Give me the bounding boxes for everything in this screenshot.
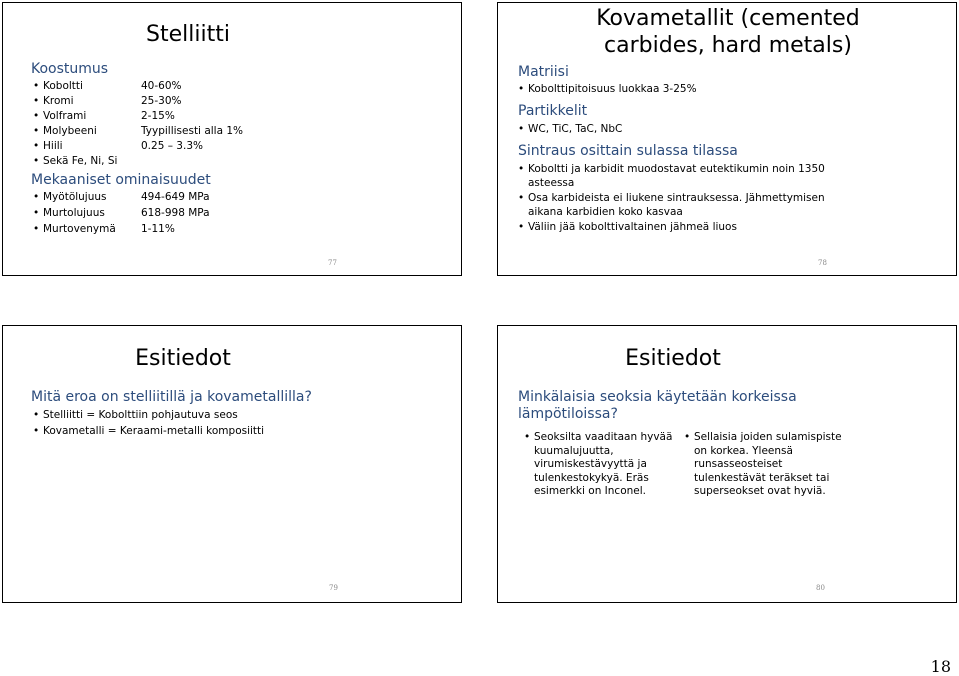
list-item: • Osa karbideista ei liukene sintrauksessa. Jähmettymisen aikana karbidien koko kasvaa <box>518 192 825 218</box>
list-item: • Kromi 25-30% <box>33 95 182 107</box>
list-item: • WC, TiC, TaC, NbC <box>518 123 623 135</box>
list-item: • Murtovenymä 1-11% <box>33 223 175 235</box>
slide-title: Kovametallit (cemented carbides, hard metals) <box>596 6 860 58</box>
list-item: • Myötölujuus 494-649 MPa <box>33 191 210 203</box>
question-heading: Minkälaisia seoksia käytetään korkeissa lämpötiloissa? <box>518 389 797 422</box>
list-item: • Koboltti ja karbidit muodostavat eutektikumin noin 1350 asteessa <box>518 163 825 189</box>
slide-title: Stelliitti <box>146 22 230 47</box>
slide-number: 80 <box>816 584 825 592</box>
slide-esitiedot-1 <box>2 325 462 603</box>
section-heading-composition: Koostumus <box>31 61 109 77</box>
slide-esitiedot-2 <box>497 325 957 603</box>
section-heading-properties: Mekaaniset ominaisuudet <box>31 172 211 188</box>
section-heading-sintering: Sintraus osittain sulassa tilassa <box>518 143 738 159</box>
list-item: • Stelliitti = Kobolttiin pohjautuva seos <box>33 409 238 421</box>
slide-number: 78 <box>818 259 827 267</box>
question-heading: Mitä eroa on stelliitillä ja kovametallilla? <box>31 389 312 405</box>
list-item: • Väliin jää kobolttivaltainen jähmeä liuos <box>518 221 737 233</box>
list-item: • Volframi 2-15% <box>33 110 175 122</box>
slide-stelliitti <box>2 2 462 276</box>
list-item: • Koboltti 40-60% <box>33 80 182 92</box>
list-item: • Murtolujuus 618-998 MPa <box>33 207 210 219</box>
list-item: • Molybeeni Tyypillisesti alla 1% <box>33 125 244 137</box>
section-heading-particles: Partikkelit <box>518 103 588 119</box>
slide-number: 77 <box>328 259 337 267</box>
list-item: • Kobolttipitoisuus luokkaa 3-25% <box>518 83 697 95</box>
slide-kovametallit <box>497 2 957 276</box>
section-heading-matrix: Matriisi <box>518 64 569 80</box>
slide-number: 79 <box>329 584 338 592</box>
list-item: • Hiili 0.25 – 3.3% <box>33 140 203 152</box>
list-item: • Sekä Fe, Ni, Si <box>33 155 118 167</box>
list-item: • Sellaisia joiden sulamispiste on korkea. Yleensä runsasseosteiset tulenkestävät teräkset tai superseokset ovat hyviä. <box>684 431 842 497</box>
list-item: • Kovametalli = Keraami-metalli komposiitti <box>33 425 265 437</box>
list-item: • Seoksilta vaaditaan hyvää kuumalujuutta, virumiskestävyyttä ja tulenkestokykyä. Eräs esimerkki on Inconel. <box>524 431 673 497</box>
slide-title: Esitiedot <box>625 346 721 371</box>
slide-title: Esitiedot <box>135 346 231 371</box>
page-number: 18 <box>930 657 951 676</box>
